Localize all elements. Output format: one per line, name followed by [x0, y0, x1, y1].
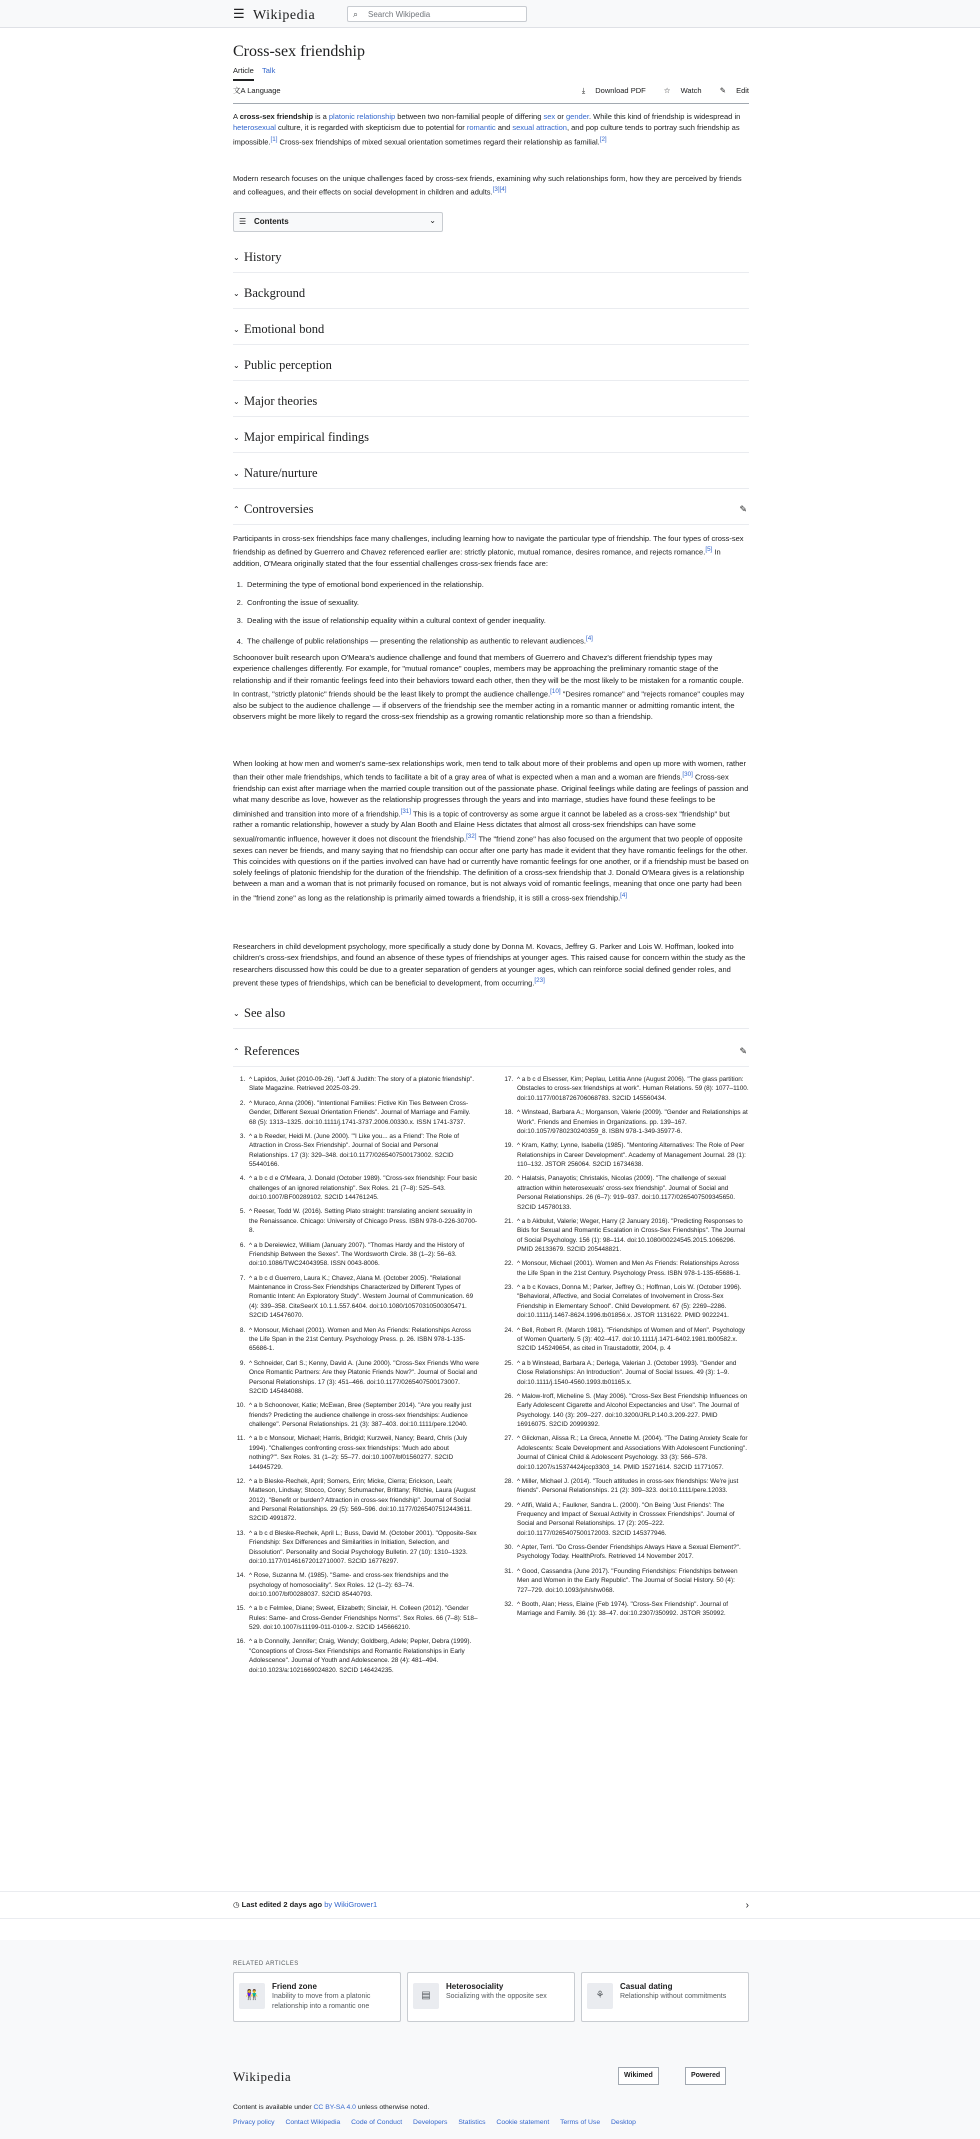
- footer-links: [233, 2118, 645, 2128]
- chevron-up-icon: ⌃: [233, 505, 240, 514]
- footer-link[interactable]: Statistics: [458, 2119, 486, 2126]
- link-sex[interactable]: sex: [543, 112, 556, 121]
- last-edited-bar[interactable]: [0, 1891, 980, 1919]
- tab-article[interactable]: Article: [233, 66, 254, 81]
- reference-item: 13. ^ a b c d Bleske-Rechek, April L.; Buss, David M. (October 2001). "Opposite-Sex Friendship: Sex Differences and Similarities in Initiation, Selection, and Dissolution". Personality and Social Psychology Bulletin. 27 (10): 1310–1323. doi:10.1177/01461672012710007. S2CID 16776297.: [247, 1529, 479, 1567]
- section-nature-nurture[interactable]: ⌄ Nature/nurture: [233, 463, 749, 489]
- download-icon: ⤓: [581, 86, 588, 95]
- chevron-down-icon: ⌄: [233, 433, 240, 442]
- link-heterosexual[interactable]: heterosexual: [233, 123, 276, 133]
- section-history[interactable]: ⌄ History: [233, 247, 749, 273]
- section-public-perception[interactable]: ⌄ Public perception: [233, 355, 749, 381]
- list-item: 2. Confronting the issue of sexuality.: [245, 597, 593, 608]
- reference-item: 23. ^ a b c Kovacs, Donna M.; Parker, Jeffrey G.; Hoffman, Lois W. (October 1996). "Behavioral, Affective, and Social Correlates of Involvement in Cross-Sex Friendship in Elementary School". Child Development. 67 (5): 2269–2286. doi:10.1111/j.1467-8624.1996.tb01856.x. JSTOR 1131622. PMID 9022241.: [515, 1283, 749, 1321]
- language-icon: 文A: [233, 86, 248, 95]
- citation[interactable]: [5]: [705, 546, 713, 554]
- placeholder-image-icon: ▤: [413, 1983, 439, 2009]
- pencil-icon: ✎: [719, 86, 729, 95]
- reference-item: 24. ^ Bell, Robert R. (March 1981). "Friendships of Women and of Men". Psychology of Women Quarterly. 5 (3): 402–417. doi:10.1111/j.1471-6402.1981.tb00582.x. S2CID 145249654, as cited in Traustadottir, 2004, p. 4: [515, 1326, 749, 1354]
- chevron-down-icon: ⌄: [233, 397, 240, 406]
- page-tabs: [233, 66, 749, 104]
- controversies-paragraph-1: Participants in cross-sex friendships face many challenges, including learning how to navigate the particular type of friendship. The four types of cross-sex friendship as defined by Guerrero and Chavez referenced earlier are: strictly platonic, mutual romance, desires romance, and rejects romance.[5] In addition, O'Meara originally stated that the four essential challenges cross-sex friends face are:: [233, 534, 744, 569]
- link-sexual-attraction[interactable]: sexual attraction: [512, 123, 567, 133]
- related-card-heterosociality[interactable]: [407, 1972, 575, 2022]
- pencil-icon[interactable]: ✎: [739, 504, 747, 514]
- license-text: Content is available under CC BY-SA 4.0 unless otherwise noted.: [233, 2104, 430, 2111]
- citation[interactable]: [32]: [466, 832, 477, 840]
- related-heading: RELATED ARTICLES: [233, 1961, 299, 1967]
- reference-item: 25. ^ a b Winstead, Barbara A.; Derlega, Valerian J. (October 1993). "Gender and Close Relationships: An Introduction". Journal of Social Issues. 49 (3): 1–9. doi:10.1111/j.1540-4560.1993.tb01165.x.: [515, 1359, 749, 1387]
- search-input[interactable]: [347, 6, 527, 22]
- chevron-right-icon: ›: [745, 1900, 749, 1911]
- citation[interactable]: [3][4]: [492, 186, 507, 194]
- card-title: Friend zone: [272, 1982, 317, 1991]
- chevron-down-icon: ⌄: [233, 1009, 240, 1018]
- card-title: Heterosociality: [446, 1982, 504, 1991]
- section-see-also[interactable]: ⌄ See also: [233, 1003, 749, 1029]
- reference-item: 21. ^ a b Akbulut, Valerie; Weger, Harry (2 January 2016). "Predicting Responses to Bids for Sexual and Romantic Escalation in Cross-Sex Friendships". The Journal of Social Psychology. 156 (1): 98–114. doi:10.1080/00224545.2015.1066296. PMID 26133679. S2CID 205448821.: [515, 1217, 749, 1255]
- intro-paragraph-2: Modern research focuses on the unique challenges faced by cross-sex friends, examining why such relationships form, how they are perceived by friends and colleagues, and their effects on social development in children and adults.[3][4]: [233, 174, 742, 197]
- chevron-up-icon: ⌃: [233, 1047, 240, 1056]
- section-major-empirical-findings[interactable]: ⌄ Major empirical findings: [233, 427, 749, 453]
- list-item: 4. The challenge of public relationships — presenting the relationship as authentic to relevant audiences.[4]: [245, 633, 593, 647]
- footer-link[interactable]: Code of Conduct: [351, 2119, 403, 2126]
- reference-item: 11. ^ a b c Monsour, Michael; Harris, Bridgid; Kurzweil, Nancy; Beard, Chris (July 1994). "Challenges confronting cross-sex friendships: 'Much ado about nothing?'". Sex Roles. 31 (1–2): 55–77. doi:10.1007/bf01560277. S2CID 144945729.: [247, 1434, 479, 1472]
- card-description: Socializing with the opposite sex: [446, 1993, 547, 2000]
- list-icon: ☰: [239, 217, 247, 226]
- reference-item: 10. ^ a b Schoonover, Katie; McEwan, Bree (September 2014). "Are you really just friends? Predicting the audience challenge in cross-sex friendships: Audience challenge". Personal Relationships. 21 (3): 387–403. doi:10.1111/pere.12040.: [247, 1401, 479, 1429]
- citation[interactable]: [30]: [682, 771, 693, 779]
- section-background[interactable]: ⌄ Background: [233, 283, 749, 309]
- citation[interactable]: [2]: [599, 135, 607, 143]
- reference-item: 28. ^ Miller, Michael J. (2014). "Touch attitudes in cross-sex friendships: We're just friends". Personal Relationships. 21 (2): 309–323. doi:10.1111/pere.12033.: [515, 1477, 749, 1496]
- reference-item: 2. ^ Muraco, Anna (2006). "Intentional Families: Fictive Kin Ties Between Cross-Gender, Different Sexual Orientation Friends". Journal of Marriage and Family. 68 (5): 1313–1325. doi:10.1111/j.1741-3737.2006.00330.x. ISSN 1741-3737.: [247, 1099, 479, 1127]
- header-bar: [0, 0, 980, 28]
- section-emotional-bond[interactable]: ⌄ Emotional bond: [233, 319, 749, 345]
- download-pdf-button[interactable]: [574, 86, 646, 95]
- card-description: Inability to move from a platonic relationship into a romantic one: [272, 1993, 371, 2010]
- reference-item: 32. ^ Booth, Alan; Hess, Elaine (Feb 1974). "Cross-Sex Friendship". Journal of Marriage and Family. 36 (1): 38–47. doi:10.2307/350992. JSTOR 350992.: [515, 1600, 749, 1619]
- section-references[interactable]: ⌃ References ✎: [233, 1041, 749, 1067]
- language-label: Language: [247, 86, 281, 95]
- citation[interactable]: [1]: [270, 135, 278, 143]
- history-icon: ◷: [233, 1900, 242, 1909]
- link-romantic[interactable]: romantic: [466, 123, 496, 133]
- powered-by-badge[interactable]: Powered: [685, 2067, 726, 2085]
- chevron-down-icon: ⌄: [233, 289, 240, 298]
- watch-label: Watch: [680, 86, 702, 95]
- citation[interactable]: [31]: [400, 807, 412, 815]
- reference-item: 12. ^ a b Bleske-Rechek, April; Somers, Erin; Micke, Cierra; Erickson, Leah; Matteson, Lindsay; Stocco, Corey; Schumacher, Brittany; Ritchie, Laura (August 2012). "Benefit or burden? Attraction in cross-sex friendship". Journal of Social and Personal Relationships. 29 (5): 569–596. doi:10.1177/0265407512443611. S2CID 4991872.: [247, 1477, 479, 1524]
- footer-link[interactable]: Contact Wikipedia: [285, 2119, 341, 2126]
- pencil-icon[interactable]: ✎: [739, 1046, 747, 1056]
- footer-link[interactable]: Cookie statement: [496, 2119, 550, 2126]
- reference-item: 16. ^ a b Connolly, Jennifer; Craig, Wendy; Goldberg, Adele; Pepler, Debra (1999). "Conceptions of Cross-Sex Friendships and Romantic Relationships in Early Adolescence". Journal of Youth and Adolescence. 28 (4): 481–494. doi:10.1023/a:1021669024820. S2CID 146424235.: [247, 1637, 479, 1675]
- page-tools: [566, 86, 749, 97]
- reference-item: 18. ^ Winstead, Barbara A.; Morganson, Valerie (2009). "Gender and Relationships at Work". Friends and Enemies in Organizations. pp. 139–167. doi:10.1057/9780230240359_8. ISBN 978-1-349-35977-6.: [515, 1108, 749, 1136]
- reference-item: 27. ^ Glickman, Alissa R.; La Greca, Annette M. (2004). "The Dating Anxiety Scale for Adolescents: Scale Development and Associations With Adolescent Functioning". Journal of Clinical Child & Adolescent Psychology. 33 (3): 566–578. doi:10.1207/s15374424jccp3303_14. PMID 15271614. S2CID 11771057.: [515, 1434, 749, 1472]
- footer-link[interactable]: Developers: [413, 2119, 448, 2126]
- reference-item: 17. ^ a b c d Elsesser, Kim; Peplau, Letitia Anne (August 2006). "The glass partition: Obstacles to cross-sex friendships at work". Human Relations. 59 (8): 1077–1100. doi:10.1177/0018726706068783. S2CID 145560434.: [515, 1075, 749, 1103]
- list-item: 1. Determining the type of emotional bond experienced in the relationship.: [245, 579, 593, 590]
- references-list-left: [233, 1075, 479, 1680]
- reference-item: 31. ^ Good, Cassandra (June 2017). "Founding Friendships: Friendships between Men and Women in the Early Republic". The Journal of Social History. 50 (4): 727–729. doi:10.1093/jsh/shw068.: [515, 1567, 749, 1595]
- footer-link[interactable]: Desktop: [611, 2119, 636, 2126]
- chevron-down-icon: ⌄: [233, 325, 240, 334]
- chevron-down-icon: ⌄: [233, 361, 240, 370]
- challenges-list: [245, 579, 593, 654]
- references-list-right: [501, 1075, 749, 1624]
- watch-button[interactable]: [656, 86, 702, 95]
- thumbnail-image: 👫: [239, 1983, 265, 2009]
- edit-label: Edit: [736, 86, 749, 95]
- page-title: Cross-sex friendship: [233, 43, 365, 60]
- search-icon: ⌕: [353, 9, 359, 19]
- citation[interactable]: [4]: [585, 635, 593, 642]
- wikimedia-badge[interactable]: Wikimed: [618, 2067, 659, 2085]
- last-edited-user[interactable]: by WikiGrower1: [324, 1900, 378, 1909]
- section-controversies[interactable]: ⌃ Controversies ✎: [233, 499, 749, 525]
- reference-item: 9. ^ Schneider, Carl S.; Kenny, David A. (June 2000). "Cross-Sex Friends Who were Once Romantic Partners: Are they Platonic Friends Now?". Journal of Social and Personal Relationships. 17 (3): 451–466. doi:10.1177/0265407500173007. S2CID 145484088.: [247, 1359, 479, 1397]
- reference-item: 22. ^ Monsour, Michael (2001). Women and Men As Friends: Relationships Across the Life Span in the 21st Century. Psychology Press. ISBN 978-1-135-65686-1.: [515, 1259, 749, 1278]
- link-platonic-relationship[interactable]: platonic relationship: [328, 112, 396, 121]
- edit-button[interactable]: [712, 86, 749, 95]
- card-description: Relationship without commitments: [620, 1993, 727, 2000]
- citation[interactable]: [23]: [534, 976, 545, 984]
- reference-item: 7. ^ a b c d Guerrero, Laura K.; Chavez, Alana M. (October 2005). "Relational Maintenance in Cross-Sex Friendships Characterized by Different Types of Romantic Intent: An Exploratory Study". Western Journal of Communication. 69 (4): 339–358. CiteSeerX 10.1.1.557.6404. doi:10.1080/10570310500305471. S2CID 145476070.: [247, 1274, 479, 1321]
- link-gender[interactable]: gender: [566, 112, 589, 121]
- contents-toggle[interactable]: [233, 212, 443, 232]
- star-icon: ☆: [663, 86, 673, 95]
- section-major-theories[interactable]: ⌄ Major theories: [233, 391, 749, 417]
- reference-item: 26. ^ Malow-Iroff, Micheline S. (May 2006). "Cross-Sex Best Friendship Influences on Early Adolescent Cigarette and Alcohol Expectancies and Use". The Journal of Psychology. 140 (3): 209–227. doi:10.3200/JRLP.140.3.209-227. PMID 16916075. S2CID 20999392.: [515, 1392, 749, 1430]
- language-button[interactable]: [233, 86, 281, 97]
- citation[interactable]: [10]: [550, 687, 561, 695]
- related-articles: [233, 1960, 749, 2010]
- related-card-friend-zone[interactable]: [233, 1972, 401, 2022]
- controversies-paragraph-3: When looking at how men and women's same-sex relationships work, men tend to talk about more of their problems and open up more with women, rather than their other male friendships, which tends to facilitate a bit of a gray area of what is expected when a man and a woman are friends.[30] Cross-sex friendship can exist after marriage when the married couple transition out of the passionate phase. Original feelings while dating are feelings of passion and what many describe as love, however as the relationship progresses through the years and into marriage, studies have found these feelings to be diminished and transition into more of a friendship.[31] This is a topic of controversy as some argue it cannot be labeled as a cross-sex "friendship" but rather a romantic relationship, however a study by Alan Booth and Elaine Hess dictates that almost all cross-sex friendships can have some sexual/romantic influence, however it does not discount the friendship.[32] The "friend zone" has also focused on the argument that two people of opposite sexes can never be friends, and many saying that no friendship can occur after one party has made it evident that they have romantic feelings for the other. This coincides with questions on if the parties involved can have had or currently have romantic feelings for one another, or if a friendship must be based on solely feelings of platonic friendship for the duration of the friendship. The definition of a cross-sex friendship that J. Donald O'Meara gives is a relationship between a man and a woman that is not primarily focused on romance, but is not always void of romantic feelings, meaning that once one party had been in the "friend zone" as long as the relationship is primarily aimed towards a friendship, it is still a cross-sex friendship.[4]: [233, 759, 749, 903]
- reference-item: 29. ^ Afifi, Walid A.; Faulkner, Sandra L. (2000). "On Being 'Just Friends': The Frequency and Impact of Sexual Activity in Crosssex Friendships". Journal of Social and Personal Relationships. 17 (2): 205–222. doi:10.1177/0265407500172003. S2CID 145377946.: [515, 1501, 749, 1539]
- reference-item: 1. ^ Lapidos, Juliet (2010-09-26). "Jeff & Judith: The story of a platonic friendship". Slate Magazine. Retrieved 2025-03-29.: [247, 1075, 479, 1094]
- license-link[interactable]: CC BY-SA 4.0: [313, 2104, 356, 2111]
- controversies-paragraph-2: Schoonover built research upon O'Meara's audience challenge and found that members of Guerrero and Chavez's different friendship types may experience challenges differently. For example, for "mutual romance" couples, members may be approaching the preliminary romantic stage of the relationship and if their romantic feelings feed into their behaviors toward each other, then they will be the most likely to be mistaken for a romantic couple. In contrast, "strictly platonic" friends should be the least likely to prompt the audience challenge.[10] "Desires romance" and "rejects romance" couples may also be subject to the audience challenge — if observers of the friendship see the member acting in a romantic manner or admitting romantic intent, the observers might be more likely to regard the cross-sex friendship as a growing romantic relationship more so than a friendship.: [233, 653, 745, 721]
- list-item: 3. Dealing with the issue of relationship equality within a cultural context of gender inequality.: [245, 615, 593, 626]
- reference-item: 4. ^ a b c d e O'Meara, J. Donald (October 1989). "Cross-sex friendship: Four basic challenges of an ignored relationship". Sex Roles. 21 (7–8): 525–543. doi:10.1007/BF00289102. S2CID 144761245.: [247, 1174, 479, 1202]
- reference-item: 14. ^ Rose, Suzanna M. (1985). "Same- and cross-sex friendships and the psychology of homosociality". Sex Roles. 12 (1–2): 63–74. doi:10.1007/bf00288037. S2CID 85440793.: [247, 1571, 479, 1599]
- thumbnail-image: ⚘: [587, 1983, 613, 2009]
- download-label: Download PDF: [595, 86, 646, 95]
- chevron-down-icon: ⌄: [233, 469, 240, 478]
- reference-item: 8. ^ Monsour, Michael (2001). Women and Men As Friends: Relationships Across the Life Span in the 21st Century. Psychology Press. p. 26. ISBN 978-1-135-65686-1.: [247, 1326, 479, 1354]
- chevron-down-icon: ⌄: [429, 216, 436, 225]
- menu-icon[interactable]: ☰: [233, 6, 245, 21]
- reference-item: 19. ^ Kram, Kathy; Lynne, Isabella (1985). "Mentoring Alternatives: The Role of Peer Relationships in Career Development". Academy of Management Journal. 28 (1): 110–132. JSTOR 256064. S2CID 16734638.: [515, 1141, 749, 1169]
- reference-item: 6. ^ a b Dereiewicz, William (January 2007). "Thomas Hardy and the History of Friendship Between the Sexes". The Wordsworth Circle. 38 (1–2): 56–63. doi:10.1086/TWC24043958. ISSN 0043-8006.: [247, 1241, 479, 1269]
- page-sheet: [0, 28, 980, 1940]
- reference-item: 15. ^ a b c Felmlee, Diane; Sweet, Elizabeth; Sinclair, H. Colleen (2012). "Gender Rules: Same- and Cross-Gender Friendships Norms". Sex Roles. 66 (7–8): 518–529. doi:10.1007/s11199-011-0109-z. S2CID 145666210.: [247, 1604, 479, 1632]
- tab-talk[interactable]: Talk: [262, 66, 276, 75]
- search-placeholder: Search Wikipedia: [368, 10, 431, 19]
- reference-item: 3. ^ a b Reeder, Heidi M. (June 2000). "'I Like you... as a Friend': The Role of Attraction in Cross-Sex Friendship". Journal of Social and Personal Relationships. 17 (3): 329–348. doi:10.1177/0265407500173002. S2CID 55440166.: [247, 1132, 479, 1170]
- intro-paragraph-1: A cross-sex friendship is a platonic relationship between two non-familial people of differing sex or gender. While this kind of friendship is widespread in heterosexual culture, it is regarded with skepticism due to potential for romantic and sexual attraction, and pop culture tends to portray such friendship as impossible.[1] Cross-sex friendships of mixed sexual orientation sometimes regard their relationship as familial.[2]: [233, 112, 741, 147]
- reference-item: 5. ^ Reeser, Todd W. (2016). Setting Plato straight: translating ancient sexuality in the Renaissance. Chicago: University of Chicago Press. ISBN 978-0-226-30700-8.: [247, 1207, 479, 1235]
- citation[interactable]: [4]: [620, 891, 628, 899]
- controversies-paragraph-4: Researchers in child development psychology, more specifically a study done by Donna M. Kovacs, Jeffrey G. Parker and Lois W. Hoffman, looked into children's cross-sex friendships, and found an absence of these types of friendships at younger ages. This raised cause for concern within the study as the researchers discussed how this could be due to a greater separation of genders at younger ages, which can reinforce social defined gender roles, and prevent these types of friendships, which can be beneficial to development, from occurring.[23]: [233, 942, 746, 988]
- last-edited-text: Last edited 2 days ago: [241, 1900, 323, 1909]
- reference-item: 20. ^ Halatsis, Panayotis; Christakis, Nicolas (2009). "The challenge of sexual attraction within heterosexuals' cross-sex friendship". Journal of Social and Personal Relationships. 26 (6–7): 919–937. doi:10.1177/0265407509345650. S2CID 145780133.: [515, 1174, 749, 1212]
- related-card-casual-dating[interactable]: [581, 1972, 749, 2022]
- wikipedia-logo[interactable]: Wikipedia: [253, 8, 316, 23]
- footer-link[interactable]: Terms of Use: [560, 2119, 601, 2126]
- reference-item: 30. ^ Apter, Terri. "Do Cross-Gender Friendships Always Have a Sexual Element?". Psychology Today. HealthProfs. Retrieved 14 November 2017.: [515, 1543, 749, 1562]
- contents-label: Contents: [254, 217, 289, 226]
- footer-logo[interactable]: Wikipedia: [233, 2069, 292, 2084]
- footer-link[interactable]: Privacy policy: [233, 2119, 275, 2126]
- chevron-down-icon: ⌄: [233, 253, 240, 262]
- card-title: Casual dating: [620, 1982, 673, 1991]
